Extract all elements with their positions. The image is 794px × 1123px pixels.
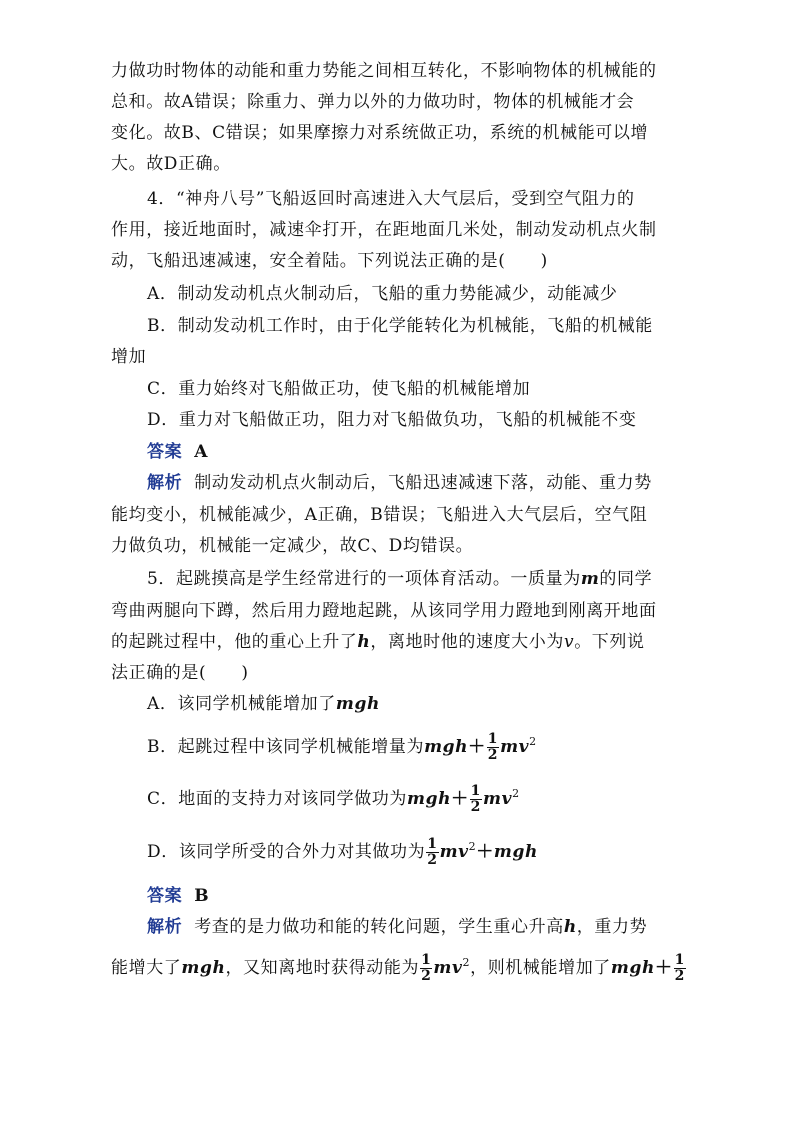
fraction: $\frac{1}{2}$ [674, 952, 685, 984]
text-line: 大。故D正确。 [111, 154, 231, 174]
question-5-answer [147, 884, 209, 908]
fraction: $\frac{1}{2}$ [421, 952, 432, 984]
text-line: 变化。故B、C错误；如果摩擦力对系统做正功，系统的机械能可以增 [111, 123, 649, 143]
question-5-stem: 弯曲两腿向下蹲，然后用力蹬地起跳，从该同学用力蹬地到刚离开地面 [111, 601, 657, 621]
answer-label: 答案 [147, 442, 183, 462]
question-5-analysis: 解析 考查的是力做功和能的转化问题，学生重心升高h，重力势 [147, 917, 648, 937]
question-5-option-d: D．该同学所受的合外力对其做功为 $\frac{1}{2}$ $mv^2+mgh$ [147, 836, 538, 868]
question-4-answer [147, 440, 208, 464]
answer-value: B [194, 886, 210, 906]
question-4-analysis: 力做负功，机械能一定减少，故C、D均错误。 [111, 536, 474, 556]
question-4-stem: 4．“神舟八号”飞船返回时高速进入大气层后，受到空气阻力的 [147, 189, 635, 209]
question-5-option-c: C．地面的支持力对该同学做功为mgh＋ $\frac{1}{2}$ $mv^2$ [147, 783, 520, 815]
question-5-stem: 的起跳过程中，他的重心上升了h，离地时他的速度大小为v。下列说 [111, 632, 645, 652]
text-line: 总和。故A错误；除重力、弹力以外的力做功时，物体的机械能才会 [111, 92, 635, 112]
question-4-stem: 动，飞船迅速减速，安全着陆。下列说法正确的是( ) [111, 251, 548, 271]
question-5-stem: 5．起跳摸高是学生经常进行的一项体育活动。一质量为m的同学 [147, 569, 653, 589]
fraction: $\frac{1}{2}$ [487, 731, 499, 763]
question-4-option-a: A．制动发动机点火制动后，飞船的重力势能减少，动能减少 [147, 284, 618, 304]
answer-value: A [194, 442, 208, 462]
question-4-option-c: C．重力始终对飞船做正功，使飞船的机械能增加 [147, 379, 531, 399]
question-5-analysis: 能增大了mgh，又知离地时获得动能为 $\frac{1}{2}$ $mv^2$，则机械能增加了mgh＋ $\frac{1}{2}$ [111, 952, 685, 984]
question-4-option-d: D．重力对飞船做正功，阻力对飞船做负功，飞船的机械能不变 [147, 410, 637, 430]
analysis-label: 解析 [147, 473, 183, 493]
question-5-option-a: A．该同学机械能增加了mgh [147, 694, 380, 714]
question-5-stem: 法正确的是( ) [111, 663, 249, 683]
answer-label: 答案 [147, 886, 183, 906]
question-4-stem: 作用，接近地面时，减速伞打开，在距地面几米处，制动发动机点火制 [111, 220, 657, 240]
question-4-option-b: B．制动发动机工作时，由于化学能转化为机械能，飞船的机械能 [147, 316, 653, 336]
fraction: $\frac{1}{2}$ [427, 836, 438, 868]
fraction: $\frac{1}{2}$ [470, 783, 482, 815]
question-4-analysis: 解析 制动发动机点火制动后，飞船迅速减速下落，动能、重力势 [147, 473, 652, 493]
question-4-option-b: 增加 [111, 347, 147, 367]
text-line: 力做功时物体的动能和重力势能之间相互转化，不影响物体的机械能的 [111, 61, 657, 81]
question-4-analysis: 能均变小，机械能减少，A正确，B错误；飞船进入大气层后，空气阻 [111, 505, 648, 525]
analysis-label: 解析 [147, 917, 183, 937]
question-5-option-b: B．起跳过程中该同学机械能增量为mgh＋ $\frac{1}{2}$ $mv^2$ [147, 731, 537, 763]
